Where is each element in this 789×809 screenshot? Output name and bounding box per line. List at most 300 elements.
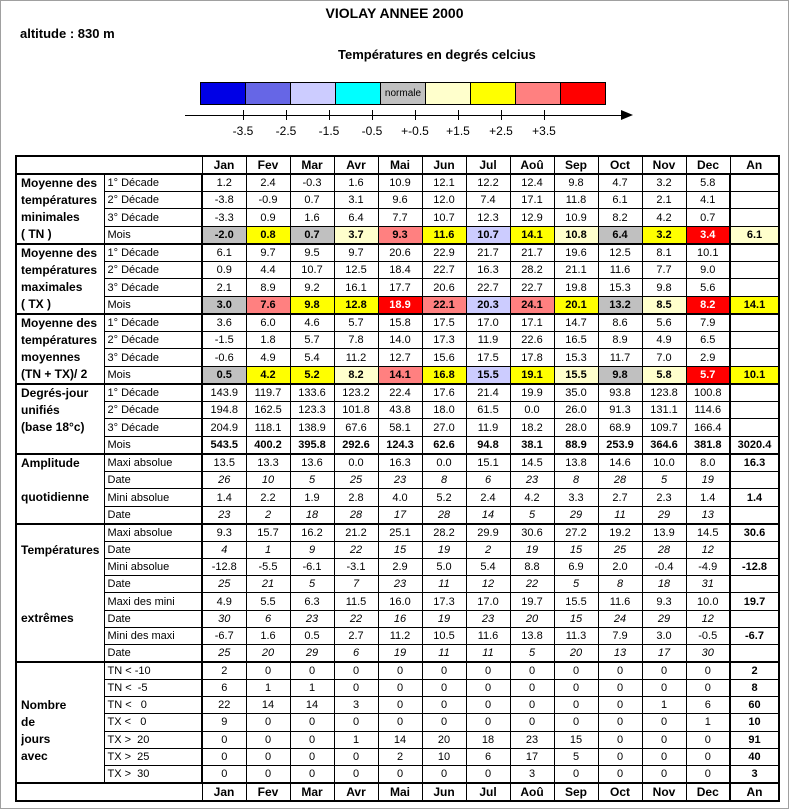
- table-row: [16, 384, 779, 402]
- value-cell: 14.1: [730, 296, 779, 314]
- table-row: [16, 593, 779, 610]
- value-cell: 29: [642, 506, 686, 524]
- value-cell: 7.0: [642, 349, 686, 366]
- value-cell: 4.7: [598, 174, 642, 192]
- value-cell: 8: [422, 472, 466, 489]
- value-cell: 5.0: [422, 559, 466, 576]
- value-cell: 2.8: [334, 489, 378, 506]
- value-cell: 5: [510, 506, 554, 524]
- value-cell: 10.9: [378, 174, 422, 192]
- value-cell: 9: [290, 542, 334, 559]
- group-label-line: Températures: [21, 543, 100, 557]
- value-cell: 0: [642, 680, 686, 697]
- value-cell: 3.4: [686, 226, 730, 244]
- value-cell: 0.7: [290, 226, 334, 244]
- page-title: VIOLAY ANNEE 2000: [325, 5, 464, 21]
- value-cell: 5.6: [642, 314, 686, 332]
- value-cell: 13.8: [554, 454, 598, 472]
- value-cell: 11.2: [334, 349, 378, 366]
- value-cell: [730, 419, 779, 436]
- value-cell: 4: [202, 542, 246, 559]
- group-label-line: Degrés-jour: [21, 386, 89, 400]
- value-cell: 11: [598, 506, 642, 524]
- value-cell: 11.6: [598, 262, 642, 279]
- value-cell: 5: [290, 472, 334, 489]
- value-cell: 4.9: [642, 332, 686, 349]
- value-cell: 13.2: [598, 296, 642, 314]
- legend-color-box: [515, 82, 561, 105]
- table-row: [16, 765, 779, 783]
- axis-tick-mark: [415, 110, 416, 120]
- value-cell: 17: [378, 506, 422, 524]
- footer-corner-cell: [16, 783, 202, 801]
- table-row: [16, 244, 779, 262]
- value-cell: 30: [202, 610, 246, 627]
- group-label-line: [21, 765, 102, 782]
- value-cell: 12.5: [598, 244, 642, 262]
- value-cell: 91: [730, 731, 779, 748]
- month-header-cell: Jul: [466, 156, 510, 174]
- value-cell: 4.1: [686, 192, 730, 209]
- value-cell: 26.0: [554, 402, 598, 419]
- value-cell: 16.3: [466, 262, 510, 279]
- group-label-line: températures: [21, 193, 98, 207]
- axis-tick-label: +2.5: [489, 124, 513, 138]
- value-cell: 5.7: [290, 332, 334, 349]
- value-cell: 17.5: [466, 349, 510, 366]
- month-footer-cell: Mai: [378, 783, 422, 801]
- value-cell: 0: [686, 748, 730, 765]
- value-cell: [730, 279, 779, 296]
- table-row: [16, 314, 779, 332]
- value-cell: 3.0: [642, 627, 686, 644]
- value-cell: 19: [378, 644, 422, 662]
- value-cell: 3.6: [202, 314, 246, 332]
- value-cell: 10.1: [686, 244, 730, 262]
- month-header-row: [16, 156, 779, 174]
- value-cell: 3.7: [334, 226, 378, 244]
- row-label-cell: 3° Décade: [104, 419, 202, 436]
- table-row: [16, 662, 779, 680]
- value-cell: 18.0: [422, 402, 466, 419]
- value-cell: 30.6: [730, 524, 779, 542]
- row-label-cell: 3° Décade: [104, 209, 202, 226]
- value-cell: 17.1: [510, 314, 554, 332]
- value-cell: 1: [686, 714, 730, 731]
- group-label-line: quotidienne: [21, 490, 89, 504]
- table-row: [16, 559, 779, 576]
- legend-color-box: [560, 82, 606, 105]
- value-cell: 2: [466, 542, 510, 559]
- value-cell: 7.8: [334, 332, 378, 349]
- row-label-cell: TN < -5: [104, 680, 202, 697]
- value-cell: 2.3: [642, 489, 686, 506]
- value-cell: 12.0: [422, 192, 466, 209]
- value-cell: 17.0: [466, 314, 510, 332]
- value-cell: 6.1: [730, 226, 779, 244]
- axis-tick-mark: [286, 110, 287, 120]
- value-cell: 88.9: [554, 436, 598, 454]
- value-cell: 28.2: [510, 262, 554, 279]
- value-cell: [730, 472, 779, 489]
- value-cell: 12.7: [378, 349, 422, 366]
- value-cell: 4.2: [246, 366, 290, 384]
- row-label-cell: Date: [104, 506, 202, 524]
- value-cell: 0.7: [686, 209, 730, 226]
- value-cell: 17.3: [422, 332, 466, 349]
- row-label-cell: 1° Décade: [104, 174, 202, 192]
- value-cell: 5: [642, 472, 686, 489]
- value-cell: 15.5: [554, 366, 598, 384]
- value-cell: 17.8: [510, 349, 554, 366]
- value-cell: 22.6: [510, 332, 554, 349]
- value-cell: 4.9: [202, 593, 246, 610]
- table-row: [16, 209, 779, 226]
- value-cell: 0.7: [290, 192, 334, 209]
- value-cell: 13.6: [290, 454, 334, 472]
- table-row: [16, 332, 779, 349]
- value-cell: 0: [686, 765, 730, 783]
- row-label-cell: Mois: [104, 366, 202, 384]
- value-cell: -6.7: [730, 627, 779, 644]
- value-cell: -3.8: [202, 192, 246, 209]
- value-cell: 0: [422, 697, 466, 714]
- value-cell: [730, 332, 779, 349]
- value-cell: [730, 506, 779, 524]
- value-cell: 19: [686, 472, 730, 489]
- value-cell: 0: [422, 714, 466, 731]
- group-label-line: Nombre: [21, 698, 67, 712]
- table-row: [16, 349, 779, 366]
- legend-color-box: [245, 82, 291, 105]
- table-row: [16, 542, 779, 559]
- axis-tick-label: -3.5: [232, 124, 254, 138]
- value-cell: 19.1: [510, 366, 554, 384]
- value-cell: 9.0: [686, 262, 730, 279]
- group-label-line: ( TN ): [21, 227, 52, 241]
- value-cell: 18.9: [378, 296, 422, 314]
- value-cell: 28: [642, 542, 686, 559]
- value-cell: 0: [642, 714, 686, 731]
- table-row: [16, 402, 779, 419]
- value-cell: 13.3: [246, 454, 290, 472]
- value-cell: 2: [202, 662, 246, 680]
- value-cell: 91.3: [598, 402, 642, 419]
- value-cell: 0: [598, 714, 642, 731]
- value-cell: 7.7: [642, 262, 686, 279]
- value-cell: 6: [686, 697, 730, 714]
- value-cell: 14.7: [554, 314, 598, 332]
- table-row: [16, 748, 779, 765]
- value-cell: 4.2: [510, 489, 554, 506]
- value-cell: 10: [246, 472, 290, 489]
- value-cell: 30.6: [510, 524, 554, 542]
- value-cell: 0: [378, 697, 422, 714]
- value-cell: 2: [246, 506, 290, 524]
- month-footer-cell: Sep: [554, 783, 598, 801]
- value-cell: 101.8: [334, 402, 378, 419]
- axis-tick-label: +-0.5: [401, 124, 429, 138]
- row-label-cell: TX > 30: [104, 765, 202, 783]
- value-cell: 2.9: [378, 559, 422, 576]
- value-cell: 1.4: [730, 489, 779, 506]
- value-cell: 123.3: [290, 402, 334, 419]
- value-cell: 4.4: [246, 262, 290, 279]
- group-label-cell: [16, 244, 104, 314]
- value-cell: 5: [510, 644, 554, 662]
- value-cell: 0: [466, 765, 510, 783]
- value-cell: 23: [378, 472, 422, 489]
- value-cell: 35.0: [554, 384, 598, 402]
- month-footer-cell: An: [730, 783, 779, 801]
- value-cell: 12.2: [466, 174, 510, 192]
- value-cell: 18: [642, 576, 686, 593]
- group-label-line: jours: [21, 732, 51, 746]
- group-label-cell: [16, 314, 104, 384]
- legend-color-box: [290, 82, 336, 105]
- value-cell: 0: [510, 662, 554, 680]
- row-label-cell: Mini absolue: [104, 559, 202, 576]
- value-cell: 15.5: [554, 593, 598, 610]
- value-cell: 1: [334, 731, 378, 748]
- group-label-line: [21, 576, 102, 593]
- value-cell: 15.8: [378, 314, 422, 332]
- legend-color-box: [470, 82, 516, 105]
- month-footer-cell: Jun: [422, 783, 466, 801]
- value-cell: 253.9: [598, 436, 642, 454]
- value-cell: 8.5: [642, 296, 686, 314]
- value-cell: 543.5: [202, 436, 246, 454]
- value-cell: 1: [642, 697, 686, 714]
- month-footer-cell: Oct: [598, 783, 642, 801]
- value-cell: 1.4: [202, 489, 246, 506]
- value-cell: 17.3: [422, 593, 466, 610]
- group-label-line: (TN + TX)/ 2: [21, 367, 88, 381]
- value-cell: 21.7: [466, 244, 510, 262]
- value-cell: 2.7: [334, 627, 378, 644]
- value-cell: 118.1: [246, 419, 290, 436]
- value-cell: 38.1: [510, 436, 554, 454]
- table-row: [16, 366, 779, 384]
- axis-tick-mark: [458, 110, 459, 120]
- value-cell: 5.7: [334, 314, 378, 332]
- month-header-cell: Fev: [246, 156, 290, 174]
- row-label-cell: Mini absolue: [104, 489, 202, 506]
- value-cell: 0: [378, 662, 422, 680]
- value-cell: 5: [290, 576, 334, 593]
- value-cell: 13.9: [642, 524, 686, 542]
- value-cell: -4.9: [686, 559, 730, 576]
- value-cell: 17.5: [422, 314, 466, 332]
- row-label-cell: TX > 20: [104, 731, 202, 748]
- value-cell: 9.8: [642, 279, 686, 296]
- value-cell: 10.7: [422, 209, 466, 226]
- value-cell: 11.8: [554, 192, 598, 209]
- value-cell: 11.3: [554, 627, 598, 644]
- value-cell: 19.9: [510, 384, 554, 402]
- value-cell: 3: [334, 697, 378, 714]
- row-label-cell: 2° Décade: [104, 402, 202, 419]
- value-cell: 0.9: [202, 262, 246, 279]
- value-cell: -5.5: [246, 559, 290, 576]
- value-cell: 14.5: [686, 524, 730, 542]
- value-cell: 29: [554, 506, 598, 524]
- value-cell: 0: [246, 714, 290, 731]
- value-cell: 8.9: [246, 279, 290, 296]
- value-cell: 0: [642, 748, 686, 765]
- value-cell: 5.6: [686, 279, 730, 296]
- value-cell: 9.3: [378, 226, 422, 244]
- value-cell: 28.2: [422, 524, 466, 542]
- value-cell: 11.6: [466, 627, 510, 644]
- value-cell: 18: [290, 506, 334, 524]
- group-label-line: minimales: [21, 210, 80, 224]
- legend-color-box: [425, 82, 471, 105]
- value-cell: 8.8: [510, 559, 554, 576]
- value-cell: 0: [202, 748, 246, 765]
- month-footer-cell: Jan: [202, 783, 246, 801]
- value-cell: 0: [422, 680, 466, 697]
- value-cell: 28: [422, 506, 466, 524]
- month-footer-cell: Mar: [290, 783, 334, 801]
- value-cell: 3.0: [202, 296, 246, 314]
- value-cell: 25: [334, 472, 378, 489]
- value-cell: 0: [466, 714, 510, 731]
- value-cell: 22.4: [378, 384, 422, 402]
- value-cell: 8.9: [598, 332, 642, 349]
- value-cell: 29: [290, 644, 334, 662]
- value-cell: -2.0: [202, 226, 246, 244]
- row-label-cell: Mois: [104, 226, 202, 244]
- value-cell: 5: [554, 748, 598, 765]
- month-footer-cell: Dec: [686, 783, 730, 801]
- value-cell: 17.7: [378, 279, 422, 296]
- value-cell: 11.6: [598, 593, 642, 610]
- value-cell: 20.6: [422, 279, 466, 296]
- value-cell: 0: [290, 748, 334, 765]
- table-row: [16, 610, 779, 627]
- value-cell: 0: [290, 765, 334, 783]
- value-cell: 17: [642, 644, 686, 662]
- value-cell: 25.1: [378, 524, 422, 542]
- value-cell: 7.4: [466, 192, 510, 209]
- value-cell: [730, 262, 779, 279]
- table-row: [16, 524, 779, 542]
- value-cell: 109.7: [642, 419, 686, 436]
- value-cell: 131.1: [642, 402, 686, 419]
- value-cell: 61.5: [466, 402, 510, 419]
- month-header-cell: Jun: [422, 156, 466, 174]
- row-label-cell: TX < 0: [104, 714, 202, 731]
- month-footer-cell: Avr: [334, 783, 378, 801]
- value-cell: 8.2: [686, 296, 730, 314]
- month-header-cell: Aoû: [510, 156, 554, 174]
- value-cell: 27.2: [554, 524, 598, 542]
- month-header-cell: Avr: [334, 156, 378, 174]
- month-header-cell: Nov: [642, 156, 686, 174]
- row-label-cell: Mois: [104, 436, 202, 454]
- value-cell: 8.1: [642, 244, 686, 262]
- value-cell: 0: [598, 765, 642, 783]
- value-cell: 20: [422, 731, 466, 748]
- table-row: [16, 627, 779, 644]
- value-cell: 8.2: [334, 366, 378, 384]
- value-cell: 0: [554, 714, 598, 731]
- value-cell: 0: [554, 662, 598, 680]
- color-scale-legend: [200, 82, 606, 105]
- value-cell: 9: [202, 714, 246, 731]
- value-cell: 27.0: [422, 419, 466, 436]
- value-cell: -6.1: [290, 559, 334, 576]
- value-cell: 0: [334, 662, 378, 680]
- value-cell: 5.8: [686, 174, 730, 192]
- value-cell: 5.2: [290, 366, 334, 384]
- value-cell: 2: [730, 662, 779, 680]
- table-row: [16, 296, 779, 314]
- row-label-cell: Date: [104, 542, 202, 559]
- row-label-cell: 2° Décade: [104, 332, 202, 349]
- group-label-line: moyennes: [21, 350, 81, 364]
- value-cell: 138.9: [290, 419, 334, 436]
- value-cell: 2: [378, 748, 422, 765]
- value-cell: 0: [598, 680, 642, 697]
- value-cell: 11.6: [422, 226, 466, 244]
- value-cell: 13: [686, 506, 730, 524]
- value-cell: 3: [510, 765, 554, 783]
- value-cell: 0: [598, 697, 642, 714]
- value-cell: 12.3: [466, 209, 510, 226]
- value-cell: 5.4: [466, 559, 510, 576]
- month-header-cell: Sep: [554, 156, 598, 174]
- value-cell: 15: [554, 542, 598, 559]
- value-cell: 19.6: [554, 244, 598, 262]
- value-cell: 0: [246, 731, 290, 748]
- value-cell: [730, 244, 779, 262]
- value-cell: 8: [554, 472, 598, 489]
- group-label-line: avec: [21, 749, 48, 763]
- value-cell: 10.0: [642, 454, 686, 472]
- value-cell: 6.9: [554, 559, 598, 576]
- row-label-cell: Mini des maxi: [104, 627, 202, 644]
- value-cell: 1.6: [290, 209, 334, 226]
- value-cell: 23: [290, 610, 334, 627]
- group-label-line: [21, 436, 102, 453]
- value-cell: 9.7: [246, 244, 290, 262]
- value-cell: 0: [246, 662, 290, 680]
- value-cell: 395.8: [290, 436, 334, 454]
- value-cell: 0.5: [290, 627, 334, 644]
- value-cell: 0.0: [422, 454, 466, 472]
- table-row: [16, 506, 779, 524]
- value-cell: 0: [686, 680, 730, 697]
- row-label-cell: TX > 25: [104, 748, 202, 765]
- value-cell: 13.5: [202, 454, 246, 472]
- value-cell: 0.8: [246, 226, 290, 244]
- axis-tick-label: -0.5: [361, 124, 383, 138]
- value-cell: 6.3: [290, 593, 334, 610]
- row-label-cell: 1° Décade: [104, 384, 202, 402]
- table-row: [16, 454, 779, 472]
- value-cell: 25: [202, 576, 246, 593]
- table-row: [16, 436, 779, 454]
- value-cell: 7.9: [686, 314, 730, 332]
- group-label-line: Moyenne des: [21, 316, 98, 330]
- value-cell: 17: [510, 748, 554, 765]
- value-cell: 0.5: [202, 366, 246, 384]
- value-cell: 0: [686, 731, 730, 748]
- value-cell: 4.9: [246, 349, 290, 366]
- value-cell: 6.1: [598, 192, 642, 209]
